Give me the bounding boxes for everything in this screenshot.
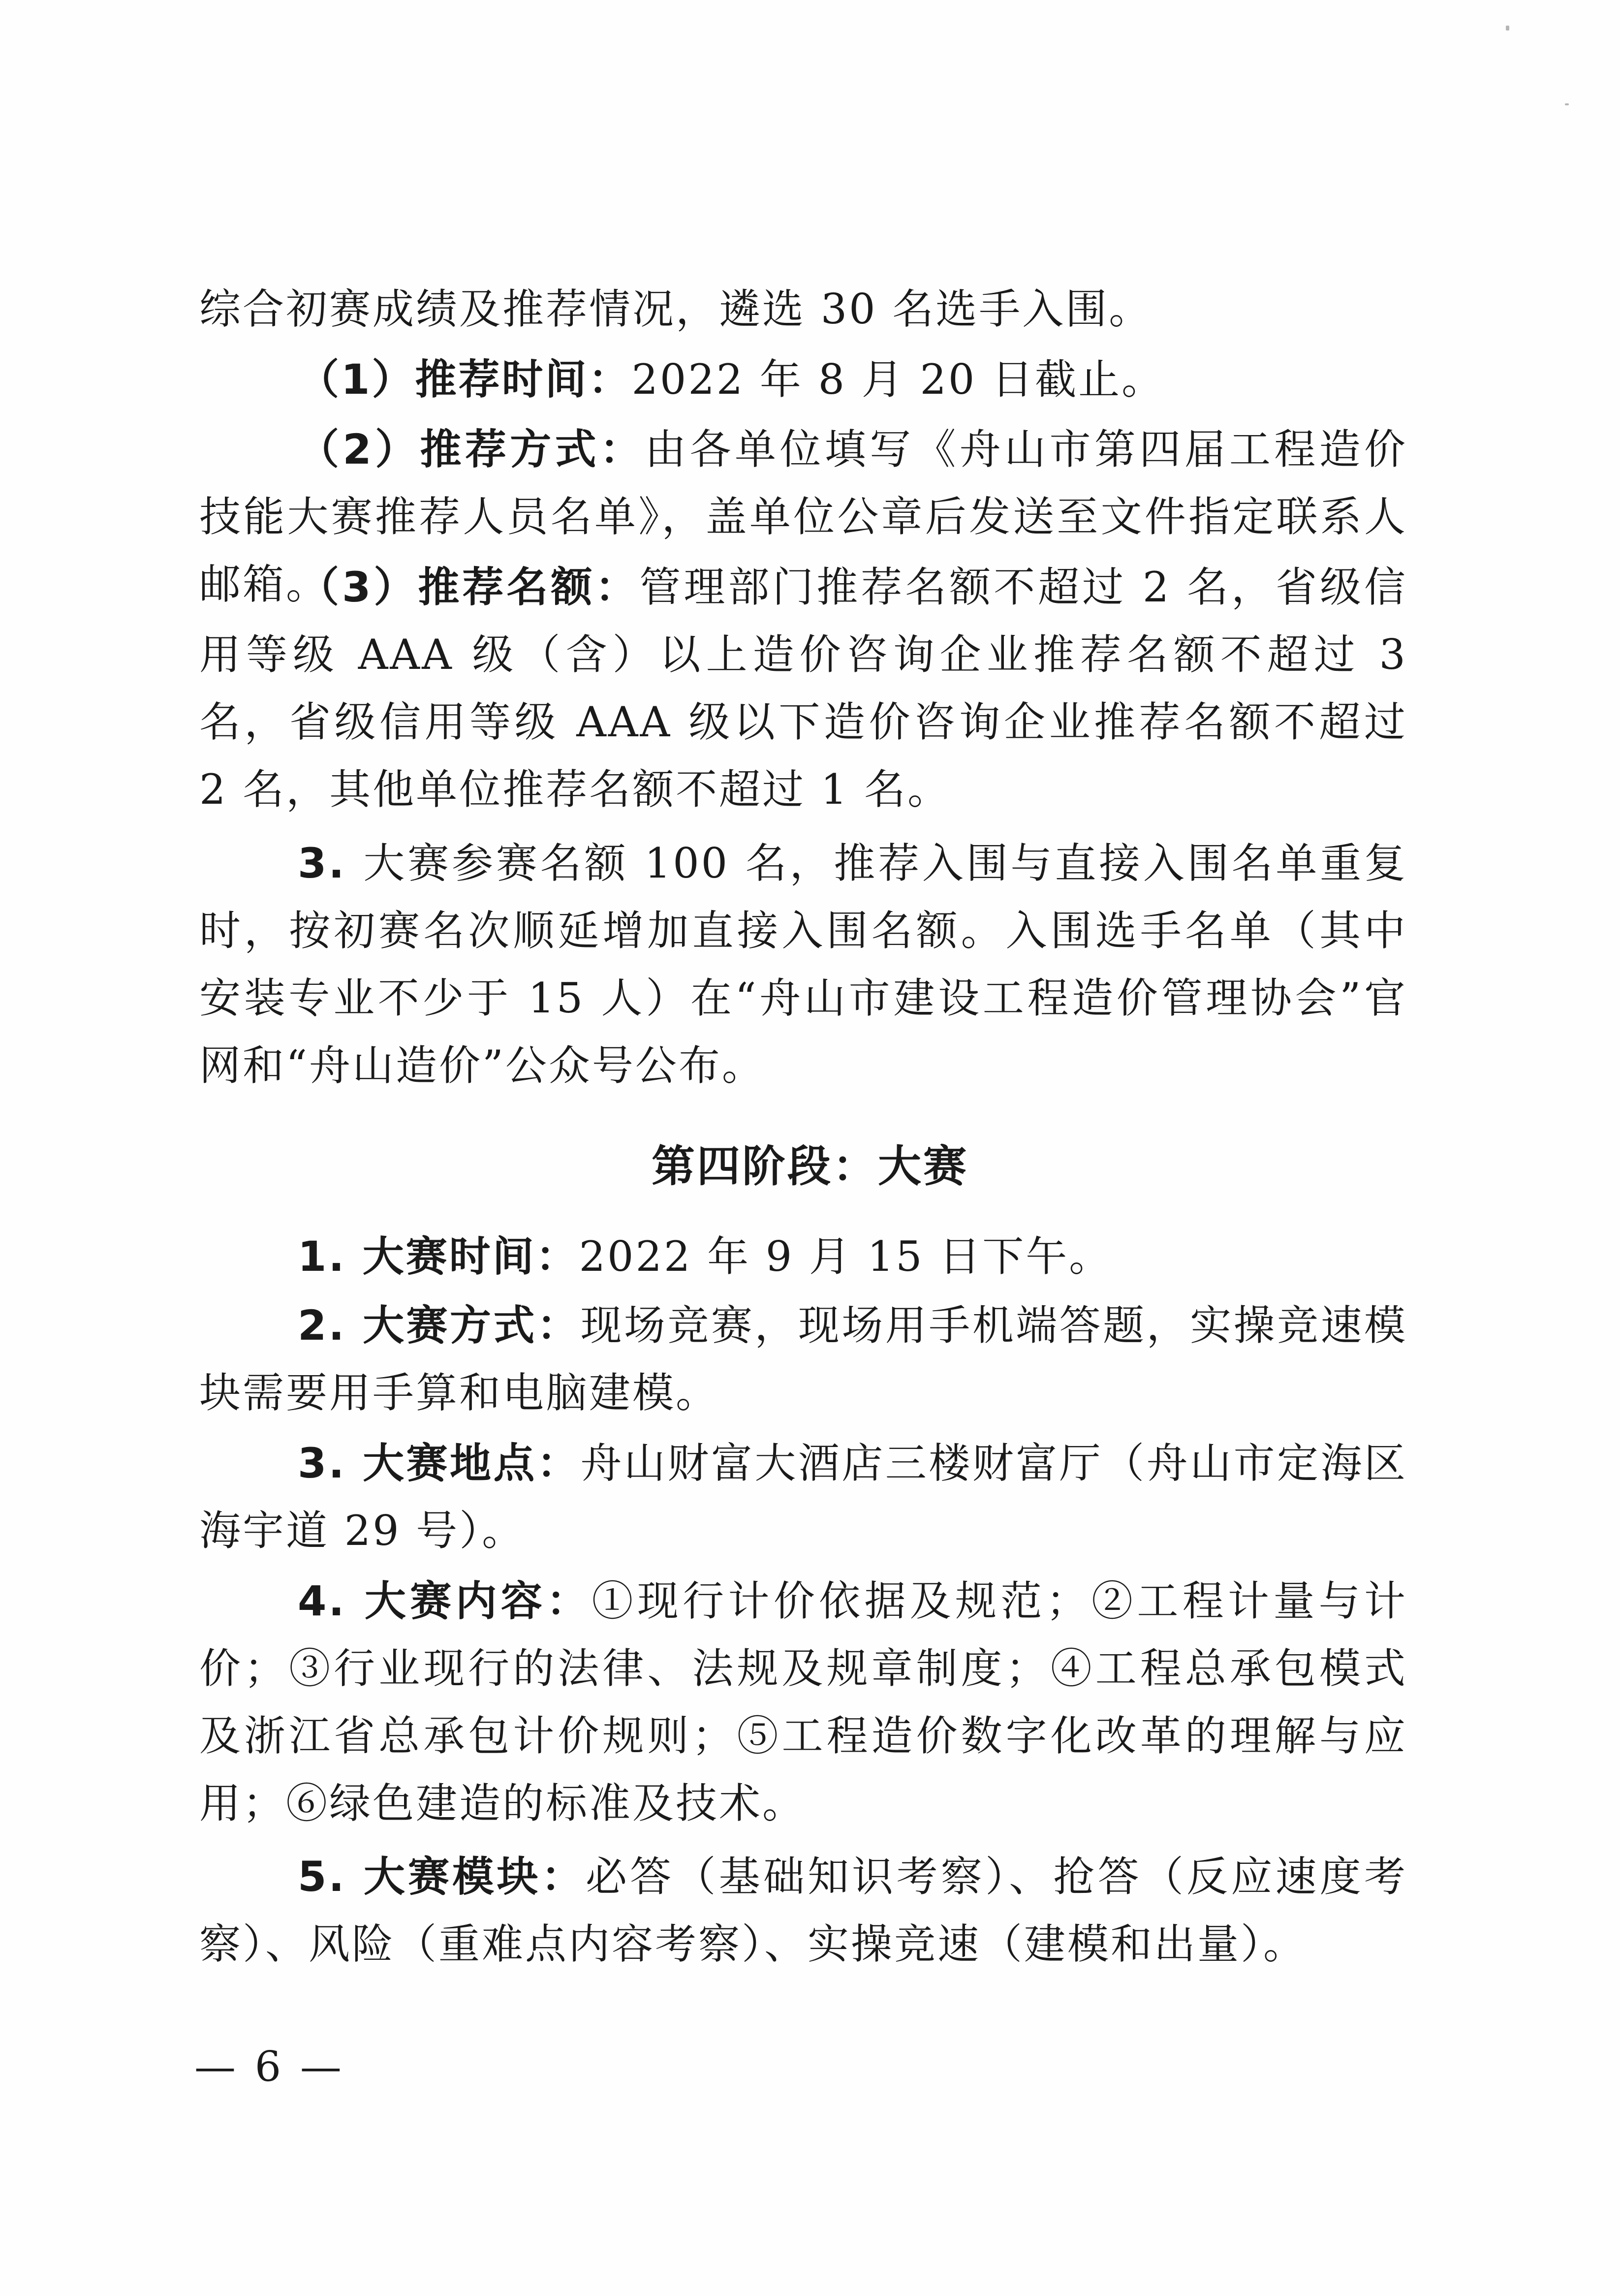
contest-item-method: [199, 1292, 1407, 1427]
paragraph-recommend-time: [199, 346, 1407, 413]
recommend-time-label: （1）推荐时间：: [298, 355, 632, 404]
contest-item-content: [199, 1568, 1407, 1837]
contest-item-time: [199, 1223, 1407, 1290]
contest-item-label: 2. 大赛方式：: [298, 1301, 581, 1350]
contest-item-text: 现场竞赛，现场用手机端答题，实操竞速模块需要用手算和电脑建模。: [199, 1301, 1407, 1417]
contest-item-text: 舟山财富大酒店三楼财富厅（舟山市定海区海宇道 29 号）。: [199, 1439, 1407, 1555]
quota-total-text: 大赛参赛名额 100 名，推荐入围与直接入围名单重复时，按初赛名次顺延增加直接入围名额。入围选手名单（其中安装专业不少于 15 人）在“舟山市建设工程造价管理协会”官网和“舟山造价”公众号公布。: [199, 839, 1407, 1090]
paragraph-continuation: 综合初赛成绩及推荐情况，遴选 30 名选手入围。: [199, 285, 1153, 333]
contest-item-label: 5. 大赛模块：: [298, 1853, 586, 1901]
paragraph-recommend-quota: [199, 554, 1407, 823]
contest-item-location: [199, 1430, 1407, 1565]
recommend-quota-label: （3）推荐名额：: [298, 563, 640, 611]
contest-item-modules: [199, 1843, 1407, 1978]
recommend-quota-text: 管理部门推荐名额不超过 2 名，省级信用等级 AAA 级（含）以上造价咨询企业推荐名额不超过 3 名，省级信用等级 AAA 级以下造价咨询企业推荐名额不超过 2 名，其他单位推荐名额不超过 1 名。: [199, 563, 1407, 814]
contest-item-label: 4. 大赛内容：: [298, 1577, 592, 1625]
scan-speck: [1506, 26, 1509, 31]
contest-item-label: 1. 大赛时间：: [298, 1232, 579, 1281]
contest-item-text: ①现行计价依据及规范；②工程计量与计价；③行业现行的法律、法规及规章制度；④工程总承包模式及浙江省总承包计价规则；⑤工程造价数字化改革的理解与应用；⑥绿色建造的标准及技术。: [199, 1577, 1407, 1827]
recommend-method-label: （2）推荐方式：: [298, 425, 645, 473]
paragraph-quota-total: [199, 830, 1407, 1100]
contest-item-label: 3. 大赛地点：: [298, 1439, 581, 1487]
recommend-method-text: 由各单位填写《舟山市第四届工程造价技能大赛推荐人员名单》，盖单位公章后发送至文件指定联系人邮箱。: [199, 425, 1407, 608]
page-number: — 6 —: [194, 2043, 344, 2091]
contest-item-text: 必答（基础知识考察）、抢答（反应速度考察）、风险（重难点内容考察）、实操竞速（建模和出量）。: [199, 1853, 1407, 1968]
section-heading: 第四阶段：大赛: [651, 1141, 968, 1192]
contest-item-text: 2022 年 9 月 15 日下午。: [579, 1232, 1113, 1281]
scan-speck: [1565, 103, 1569, 105]
quota-total-label: 3.: [298, 839, 364, 887]
recommend-time-text: 2022 年 8 月 20 日截止。: [631, 355, 1165, 404]
